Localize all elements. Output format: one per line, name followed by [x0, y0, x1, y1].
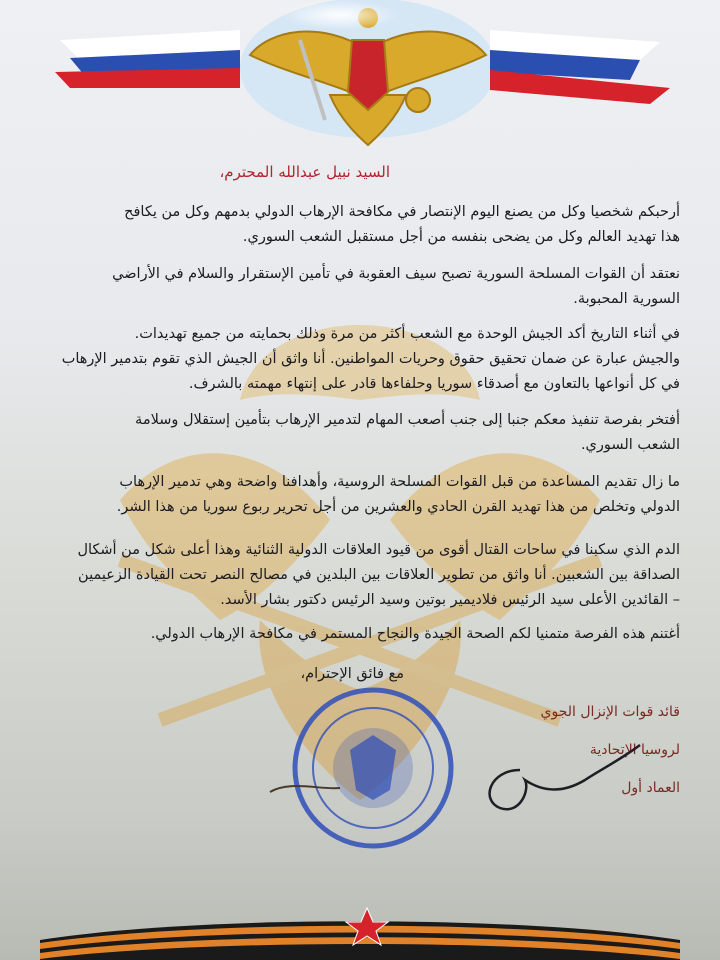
signature-rank: العماد أول	[621, 780, 680, 796]
paragraph-line: أغتنم هذه الفرصة متمنيا لكم الصحة الجيدة والنجاح المستمر في مكافحة الإرهاب الدولي.	[150, 626, 680, 642]
paragraph-line: نعتقد أن القوات المسلحة السورية تصبح سيف العقوبة في تأمين الإستقرار والسلام في الأراضي	[112, 266, 680, 282]
paragraph-line: الدم الذي سكبنا في ساحات القتال أقوى من قيود العلاقات الدولية الثنائية وهذا أعلى شكل من أشكال	[77, 542, 680, 558]
paragraph-line: الصداقة بين الشعبين. أنا واثق من تطوير العلاقات بين البلدين في مصالح النصر تحت القيادة الزعيمين	[78, 567, 680, 583]
paragraph-line: في كل أنواعها بالتعاون مع أصدقاء سوريا وحلفاءها قادر على إنتهاء مهمته بالشرف.	[188, 376, 680, 392]
paragraph-line: الشعب السوري.	[580, 437, 680, 453]
paragraph-line: هذا تهديد العالم وكل من يضحى بنفسه من أجل مستقبل الشعب السوري.	[242, 229, 680, 245]
paragraph-line: والجيش عبارة عن ضمان تحقيق حقوق وحريات المواطنين. أنا واثق أن الجيش الذي تقوم بتدمير الإرهاب	[61, 351, 680, 367]
paragraph-line: أرحبكم شخصيا وكل من يصنع اليوم الإنتصار في مكافحة الإرهاب الدولي بدمهم وكل من يكافح	[124, 204, 680, 220]
closing: مع فائق الإحترام،	[300, 666, 404, 682]
paragraph-line: – القائدين الأعلى سيد الرئيس فلاديمير بوتين وسيد الرئيس دكتور بشار الأسد.	[220, 592, 680, 608]
paragraph-line: الدولي وتخلص من هذا تهديد القرن الحادي والعشرين من أجل تحرير ربوع سوريا من هذا الشر.	[116, 499, 680, 515]
signature-title: قائد قوات الإنزال الجوي	[540, 704, 680, 720]
paragraph-line: ما زال تقديم المساعدة من قبل القوات المسلحة الروسية، وأهدافنا واضحة وهي تدمير الإرهاب	[119, 474, 680, 490]
salutation: السيد نبيل عبدالله المحترم،	[219, 163, 390, 181]
paragraph-line: في أثناء التاريخ أكد الجيش الوحدة مع الشعب أكثر من مرة وذلك بحمايته من جميع تهديدات.	[134, 326, 680, 342]
paragraph-line: أفتخر بفرصة تنفيذ معكم جنبا إلى جنب أصعب المهام لتدمير الإرهاب بتأمين إستقلال وسلامة	[135, 412, 680, 428]
paragraph-line: السورية المحبوبة.	[573, 291, 680, 307]
signature-country: لروسيا الإتحادية	[589, 742, 680, 758]
